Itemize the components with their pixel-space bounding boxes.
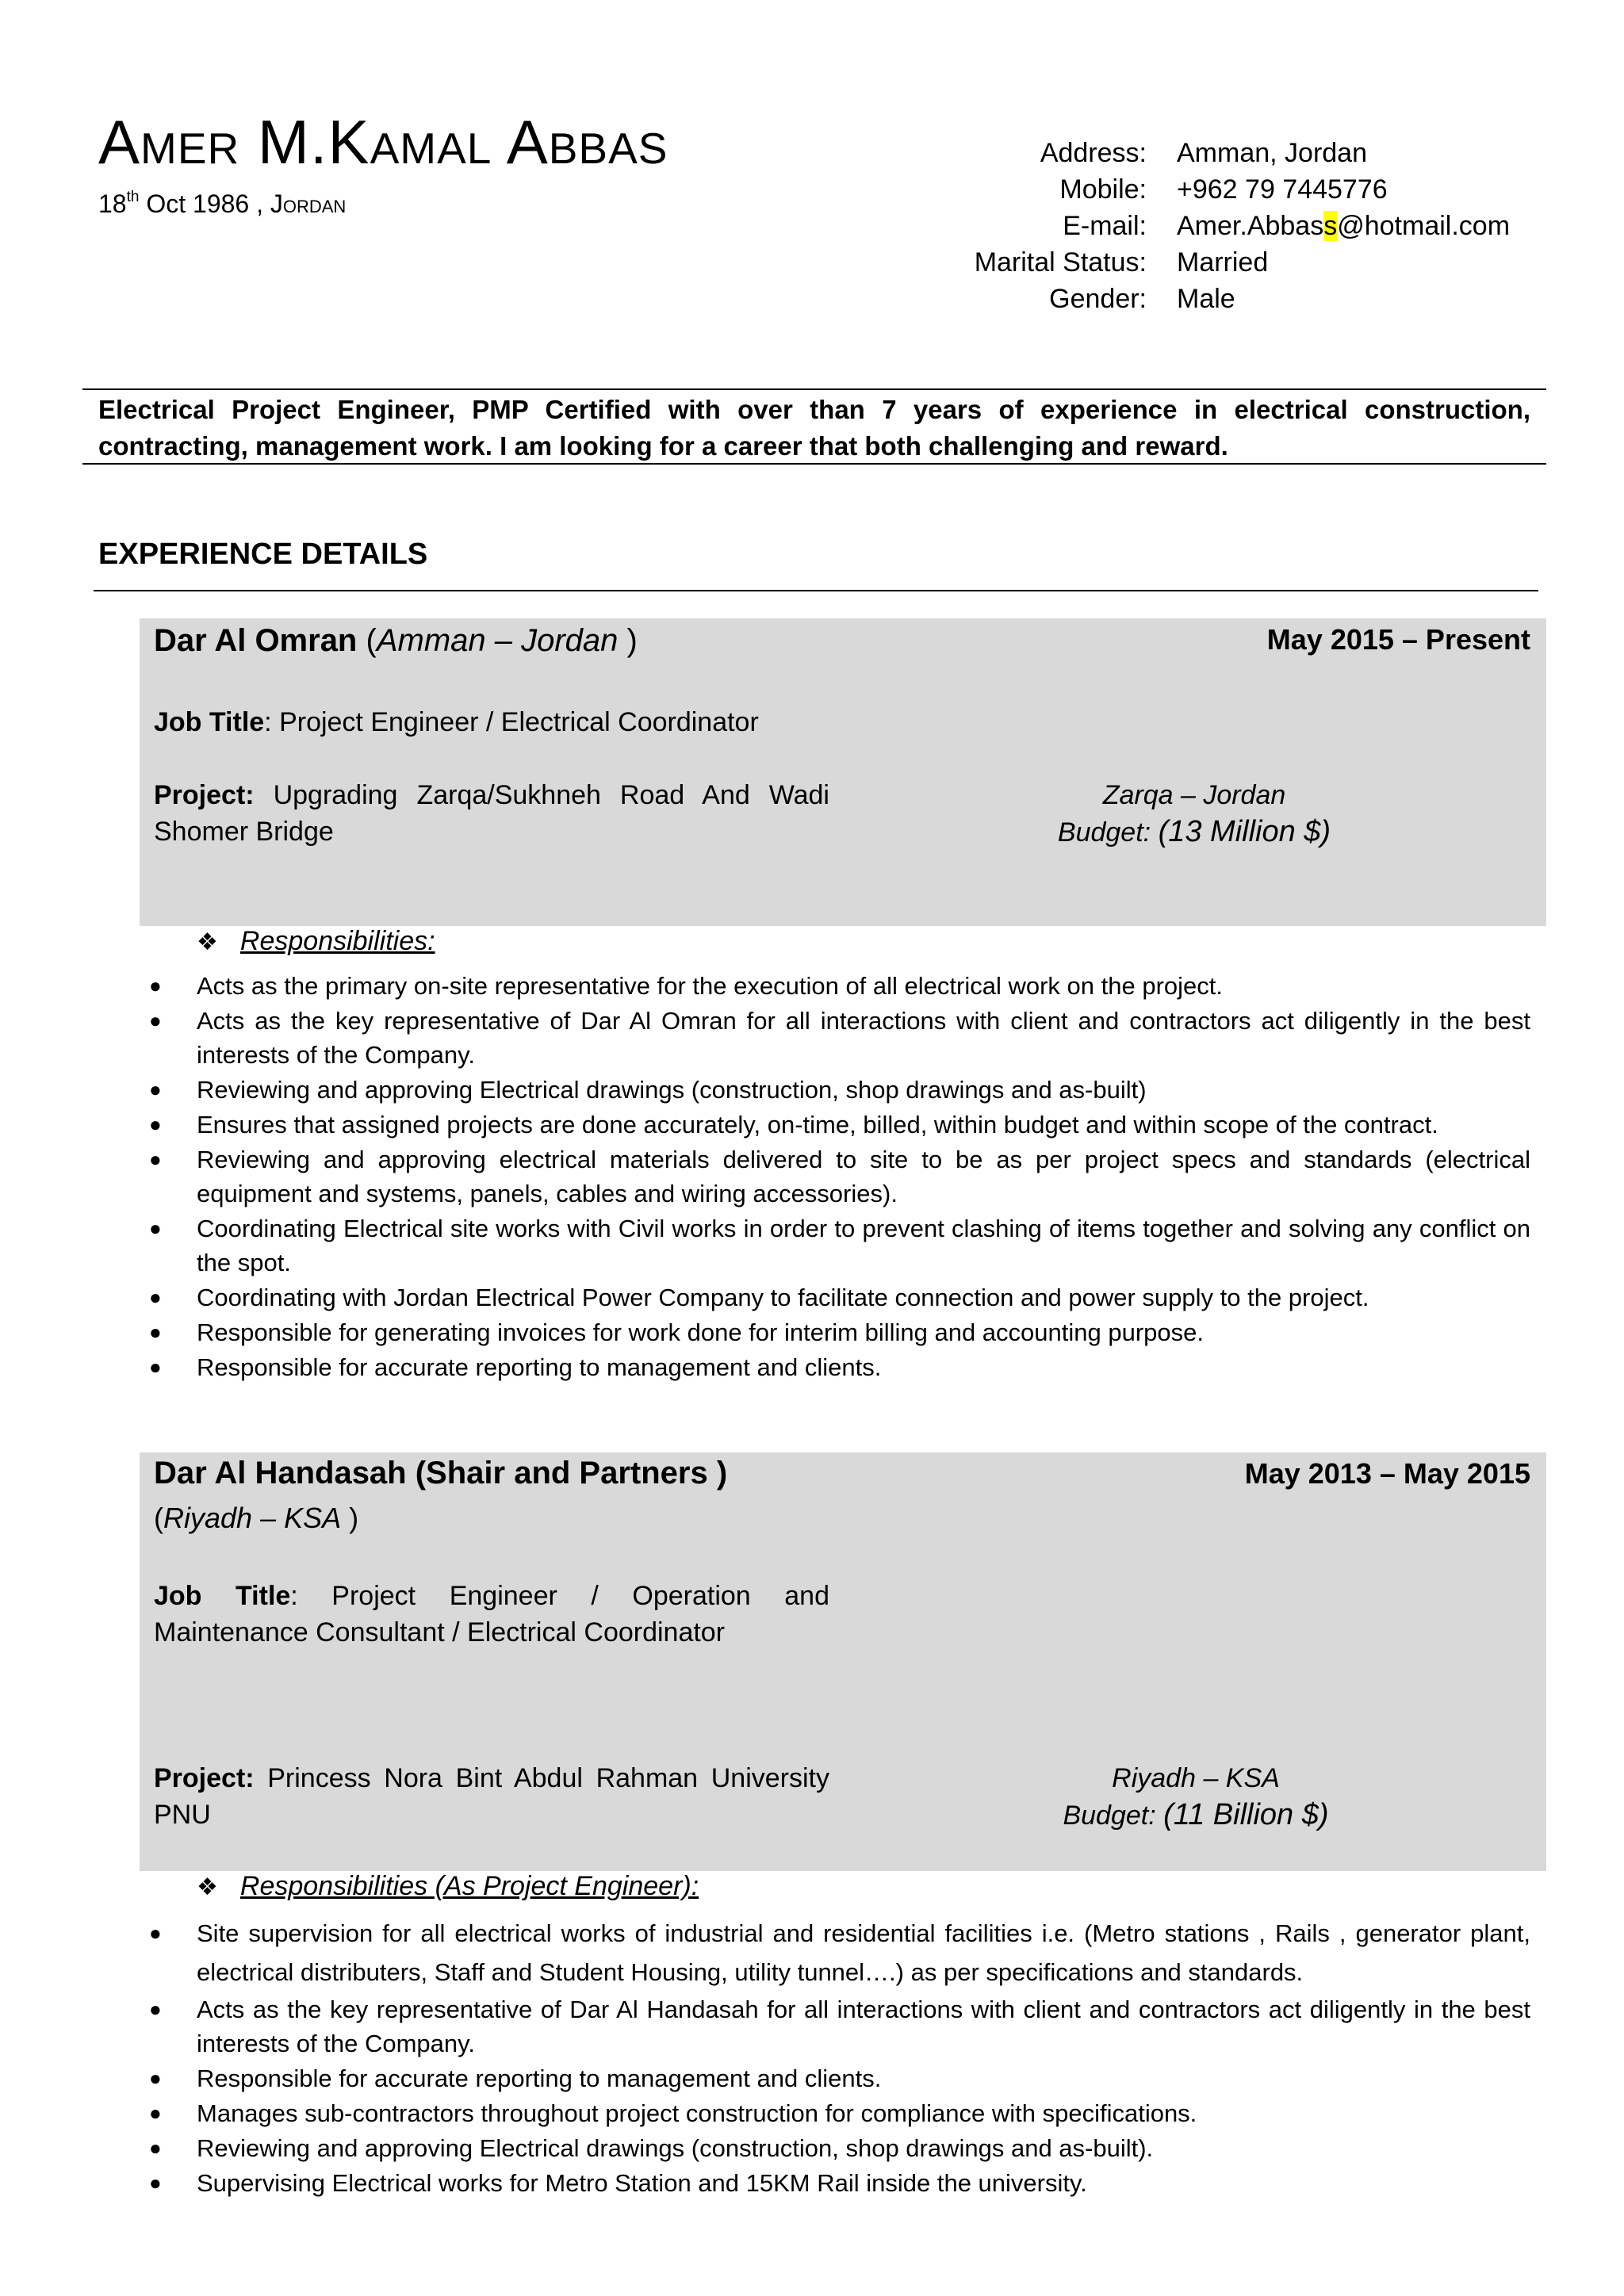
- project-label: Project:: [154, 780, 255, 810]
- summary-bottom-rule: [82, 463, 1546, 465]
- paren: ): [618, 623, 638, 658]
- list-item: [140, 1315, 1530, 1349]
- contact-value: +962 79 7445776: [1177, 174, 1388, 205]
- list-item: [140, 1004, 1530, 1072]
- responsibilities-heading: [197, 926, 435, 957]
- list-item: [140, 1142, 1530, 1211]
- dob-suffix: th: [126, 189, 140, 205]
- contact-email: [872, 208, 1522, 244]
- project-budget: [1013, 1797, 1378, 1834]
- item-text: Reviewing and approving electrical materials delivered to site to be as per project specs and standards (electrical equipment and systems, panels, cables and wiring accessories).: [197, 1146, 1530, 1207]
- job-project: [154, 777, 829, 850]
- list-item: [140, 1073, 1530, 1107]
- paren: ): [341, 1502, 359, 1534]
- project-value: Upgrading Zarqa/Sukhneh Road And Wadi Shomer Bridge: [154, 780, 829, 847]
- job-block-dar-al-omran: [140, 618, 1546, 926]
- item-text: Responsible for accurate reporting to management and clients.: [197, 2064, 882, 2092]
- project-location: Riyadh – KSA: [1112, 1763, 1280, 1793]
- email-link[interactable]: [1177, 208, 1510, 244]
- list-item: [140, 1108, 1530, 1142]
- responsibilities-list: [140, 969, 1530, 1385]
- bullet-icon: ●: [149, 2171, 162, 2195]
- paren: (: [154, 1502, 163, 1534]
- email-highlight: s: [1323, 211, 1338, 241]
- job-project: [154, 1760, 829, 1833]
- date-of-birth: [98, 189, 346, 219]
- item-text: Reviewing and approving Electrical drawings (construction, shop drawings and as-built): [197, 1076, 1147, 1104]
- item-text: Acts as the key representative of Dar Al Handasah for all interactions with client and contractors act diligently in the best interests of the Company.: [197, 1996, 1530, 2057]
- contact-label: Gender:: [1049, 284, 1147, 314]
- bullet-icon: ●: [149, 1077, 162, 1101]
- contact-marital-status: [872, 244, 1522, 281]
- responsibilities-heading: [197, 1871, 699, 1902]
- contact-value: Male: [1177, 284, 1235, 314]
- bullet-icon: ●: [149, 1008, 162, 1032]
- job-title-value: : Project Engineer / Electrical Coordinator: [264, 707, 759, 737]
- item-text: Acts as the key representative of Dar Al Omran for all interactions with client and contractors act diligently in the best interests of the Company.: [197, 1007, 1530, 1069]
- dob-country: Jordan: [270, 189, 347, 218]
- diamond-bullet-icon: ❖: [197, 929, 218, 955]
- contact-address: [872, 135, 1522, 171]
- project-value: Princess Nora Bint Abdul Rahman University PNU: [154, 1763, 829, 1830]
- job-company: [154, 1456, 727, 1491]
- bullet-icon: ●: [149, 2136, 162, 2160]
- item-text: Supervising Electrical works for Metro Station and 15KM Rail inside the university.: [197, 2169, 1087, 2197]
- item-text: Manages sub-contractors throughout project construction for compliance with specifications.: [197, 2099, 1197, 2127]
- bullet-icon: ●: [149, 1112, 162, 1136]
- job-dates: May 2013 – May 2015: [1244, 1457, 1530, 1490]
- candidate-name: Amer M.Kamal Abbas: [98, 107, 668, 177]
- project-budget: [1012, 813, 1377, 851]
- section-rule: [94, 590, 1538, 591]
- project-location: Zarqa – Jordan: [1102, 780, 1286, 810]
- profile-summary: Electrical Project Engineer, PMP Certified with over than 7 years of experience in electrical construction, contracting, management work. I am looking for a career that both challenging and reward.: [98, 395, 1530, 461]
- contact-label: Marital Status:: [974, 247, 1147, 277]
- job-dates: May 2015 – Present: [1266, 623, 1530, 656]
- job-company: [154, 623, 638, 659]
- list-item: [140, 1280, 1530, 1314]
- list-item: [140, 1992, 1530, 2061]
- bullet-icon: ●: [149, 1216, 162, 1240]
- job-title-label: Job Title: [154, 1581, 291, 1611]
- list-item: [140, 1914, 1530, 1992]
- list-item: [140, 1350, 1530, 1384]
- company-name: Dar Al Omran: [154, 623, 358, 658]
- bullet-icon: ●: [149, 2101, 162, 2125]
- bullet-icon: ●: [149, 974, 162, 997]
- item-text: Responsible for accurate reporting to management and clients.: [197, 1353, 882, 1381]
- job-project-details: [1013, 1760, 1378, 1834]
- job-title-label: Job Title: [154, 707, 265, 737]
- email-part: Amer.Abbas: [1177, 211, 1324, 241]
- list-item: [140, 2166, 1530, 2200]
- job-title-value: : Project Engineer / Operation and Maintenance Consultant / Electrical Coordinator: [154, 1581, 829, 1647]
- list-item: [140, 2061, 1530, 2095]
- bullet-icon: ●: [149, 1285, 162, 1309]
- item-text: Site supervision for all electrical works of industrial and residential facilities i.e. (Metro stations , Rails , generator plant, electrical distributers, Staff and Student Housing, utility tunnel….) as per specifications and standards.: [197, 1919, 1530, 1986]
- bullet-icon: ●: [149, 1147, 162, 1171]
- budget-label: Budget:: [1057, 817, 1159, 848]
- budget-value: (13 Million $): [1158, 815, 1331, 848]
- contact-label: E-mail:: [1063, 211, 1147, 241]
- job-project-details: [1012, 777, 1377, 851]
- bullet-icon: ●: [149, 1355, 162, 1379]
- company-name: Dar Al Handasah (Shair and Partners ): [154, 1456, 728, 1490]
- responsibilities-title: Responsibilities:: [239, 926, 435, 956]
- diamond-bullet-icon: ❖: [197, 1874, 218, 1900]
- item-text: Ensures that assigned projects are done accurately, on-time, billed, within budget and within scope of the contract.: [197, 1111, 1438, 1138]
- list-item: [140, 1211, 1530, 1280]
- company-location: Amman – Jordan: [376, 623, 619, 658]
- contact-gender: [872, 281, 1522, 317]
- company-location: Riyadh – KSA: [163, 1502, 342, 1534]
- item-text: Coordinating Electrical site works with Civil works in order to prevent clashing of items together and solving any conflict on the spot.: [197, 1215, 1530, 1276]
- bullet-icon: ●: [149, 1320, 162, 1344]
- dob-day: 18: [98, 189, 127, 218]
- contact-info: [872, 135, 1522, 317]
- project-label: Project:: [154, 1763, 255, 1793]
- bullet-icon: ●: [149, 1997, 162, 2021]
- responsibilities-list: [140, 1914, 1530, 2201]
- bullet-icon: ●: [149, 1921, 162, 1945]
- email-part: @hotmail.com: [1337, 211, 1511, 241]
- summary-top-rule: [82, 388, 1546, 390]
- item-text: Responsible for generating invoices for work done for interim billing and accounting purpose.: [197, 1318, 1205, 1346]
- list-item: [140, 2096, 1530, 2130]
- bullet-icon: ●: [149, 2066, 162, 2090]
- list-item: [140, 2131, 1530, 2165]
- job-title: [154, 1578, 829, 1651]
- budget-label: Budget:: [1063, 1800, 1164, 1831]
- paren: (: [357, 623, 377, 658]
- item-text: Coordinating with Jordan Electrical Power Company to facilitate connection and power supply to the project.: [197, 1284, 1369, 1311]
- job-block-dar-al-handasah: [140, 1452, 1546, 1871]
- contact-mobile: [872, 171, 1522, 208]
- job-title: [154, 704, 829, 740]
- contact-label: Address:: [1040, 138, 1147, 168]
- contact-value: Married: [1177, 247, 1269, 277]
- contact-value: Amman, Jordan: [1177, 138, 1367, 168]
- section-title-experience: EXPERIENCE DETAILS: [98, 538, 428, 571]
- list-item: [140, 969, 1530, 1003]
- dob-month-year: Oct 1986 ,: [139, 189, 270, 218]
- contact-label: Mobile:: [1059, 174, 1147, 205]
- item-text: Acts as the primary on-site representative for the execution of all electrical work on the project.: [197, 972, 1223, 1000]
- job-location: [154, 1502, 358, 1535]
- item-text: Reviewing and approving Electrical drawings (construction, shop drawings and as-built).: [197, 2134, 1154, 2162]
- responsibilities-title: Responsibilities (As Project Engineer):: [239, 1871, 699, 1901]
- budget-value: (11 Billion $): [1163, 1798, 1329, 1831]
